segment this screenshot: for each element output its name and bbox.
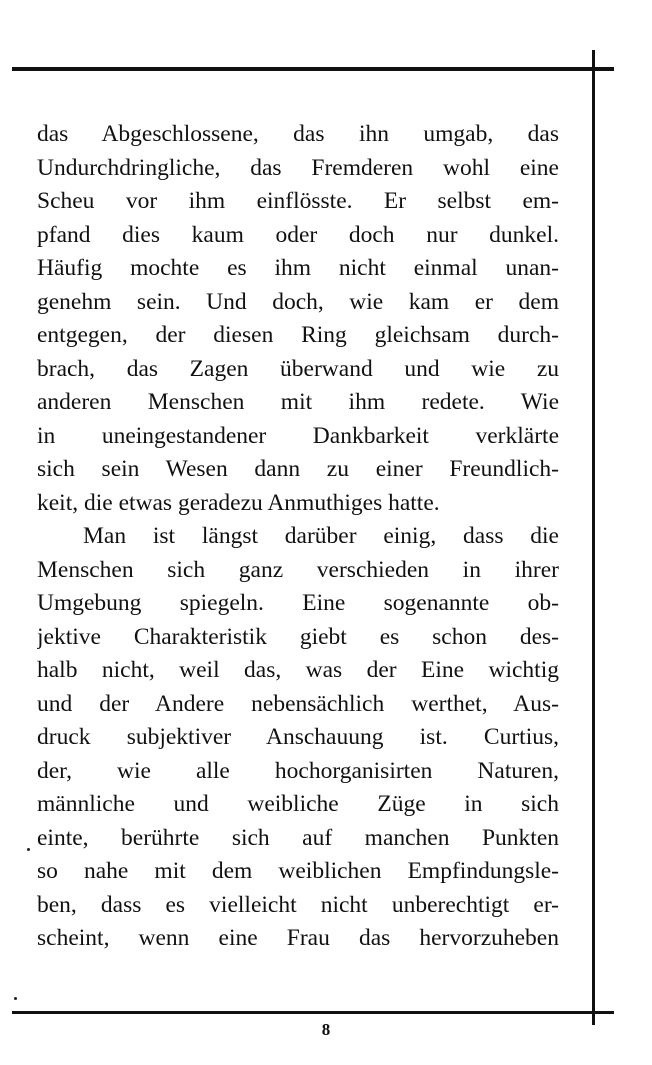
text-line: so nahe mit dem weiblichen Empfindungsle- (37, 858, 559, 884)
text-line: keit, die etwas geradezu Anmuthiges hatte. (37, 489, 440, 516)
text-line: genehm sein. Und doch, wie kam er dem (37, 288, 559, 315)
page-number: 8 (321, 1020, 331, 1039)
print-speck (14, 997, 17, 1000)
text-line: und der Andere nebensächlich werthet, Aus- (37, 690, 559, 717)
text-line: scheint, wenn eine Frau das hervorzuheben (37, 925, 559, 951)
text-line: anderen Menschen mit ihm redete. Wie (37, 389, 559, 415)
paragraph-first-line: Man ist längst darüber einig, dass die (83, 523, 559, 549)
text-line: in uneingestandener Dankbarkeit verklärte (37, 422, 559, 449)
text-line: Umgebung spiegeln. Eine sogenannte ob- (37, 590, 559, 616)
text-line: Scheu vor ihm einflösste. Er selbst em- (37, 188, 559, 214)
text-line: Menschen sich ganz verschieden in ihrer (37, 556, 559, 583)
text-line: männliche und weibliche Züge in sich (37, 791, 559, 817)
text-line: druck subjektiver Anschauung ist. Curtius, (37, 724, 559, 750)
text-line: brach, das Zagen überwand und wie zu (37, 355, 559, 382)
text-line: Häufig mochte es ihm nicht einmal unan- (37, 255, 559, 281)
text-line: halb nicht, weil das, was der Eine wichtig (37, 657, 559, 683)
body-text (37, 118, 559, 956)
text-line: entgegen, der diesen Ring gleichsam durch- (37, 322, 559, 348)
top-rule (12, 67, 614, 71)
text-line: sich sein Wesen dann zu einer Freundlich- (37, 456, 559, 482)
text-line: Undurchdringliche, das Fremderen wohl eine (37, 154, 559, 181)
print-speck (27, 848, 30, 851)
text-line: pfand dies kaum oder doch nur dunkel. (37, 221, 559, 248)
bottom-rule (12, 1011, 614, 1014)
text-line: ben, dass es vielleicht nicht unberechtigt er- (37, 891, 559, 918)
text-line: einte, berührte sich auf manchen Punkten (37, 824, 559, 851)
text-line: das Abgeschlossene, das ihn umgab, das (37, 121, 559, 147)
right-margin-rule (592, 50, 595, 1025)
text-line: der, wie alle hochorganisirten Naturen, (37, 757, 559, 784)
text-line: jektive Charakteristik giebt es schon des- (37, 623, 559, 650)
